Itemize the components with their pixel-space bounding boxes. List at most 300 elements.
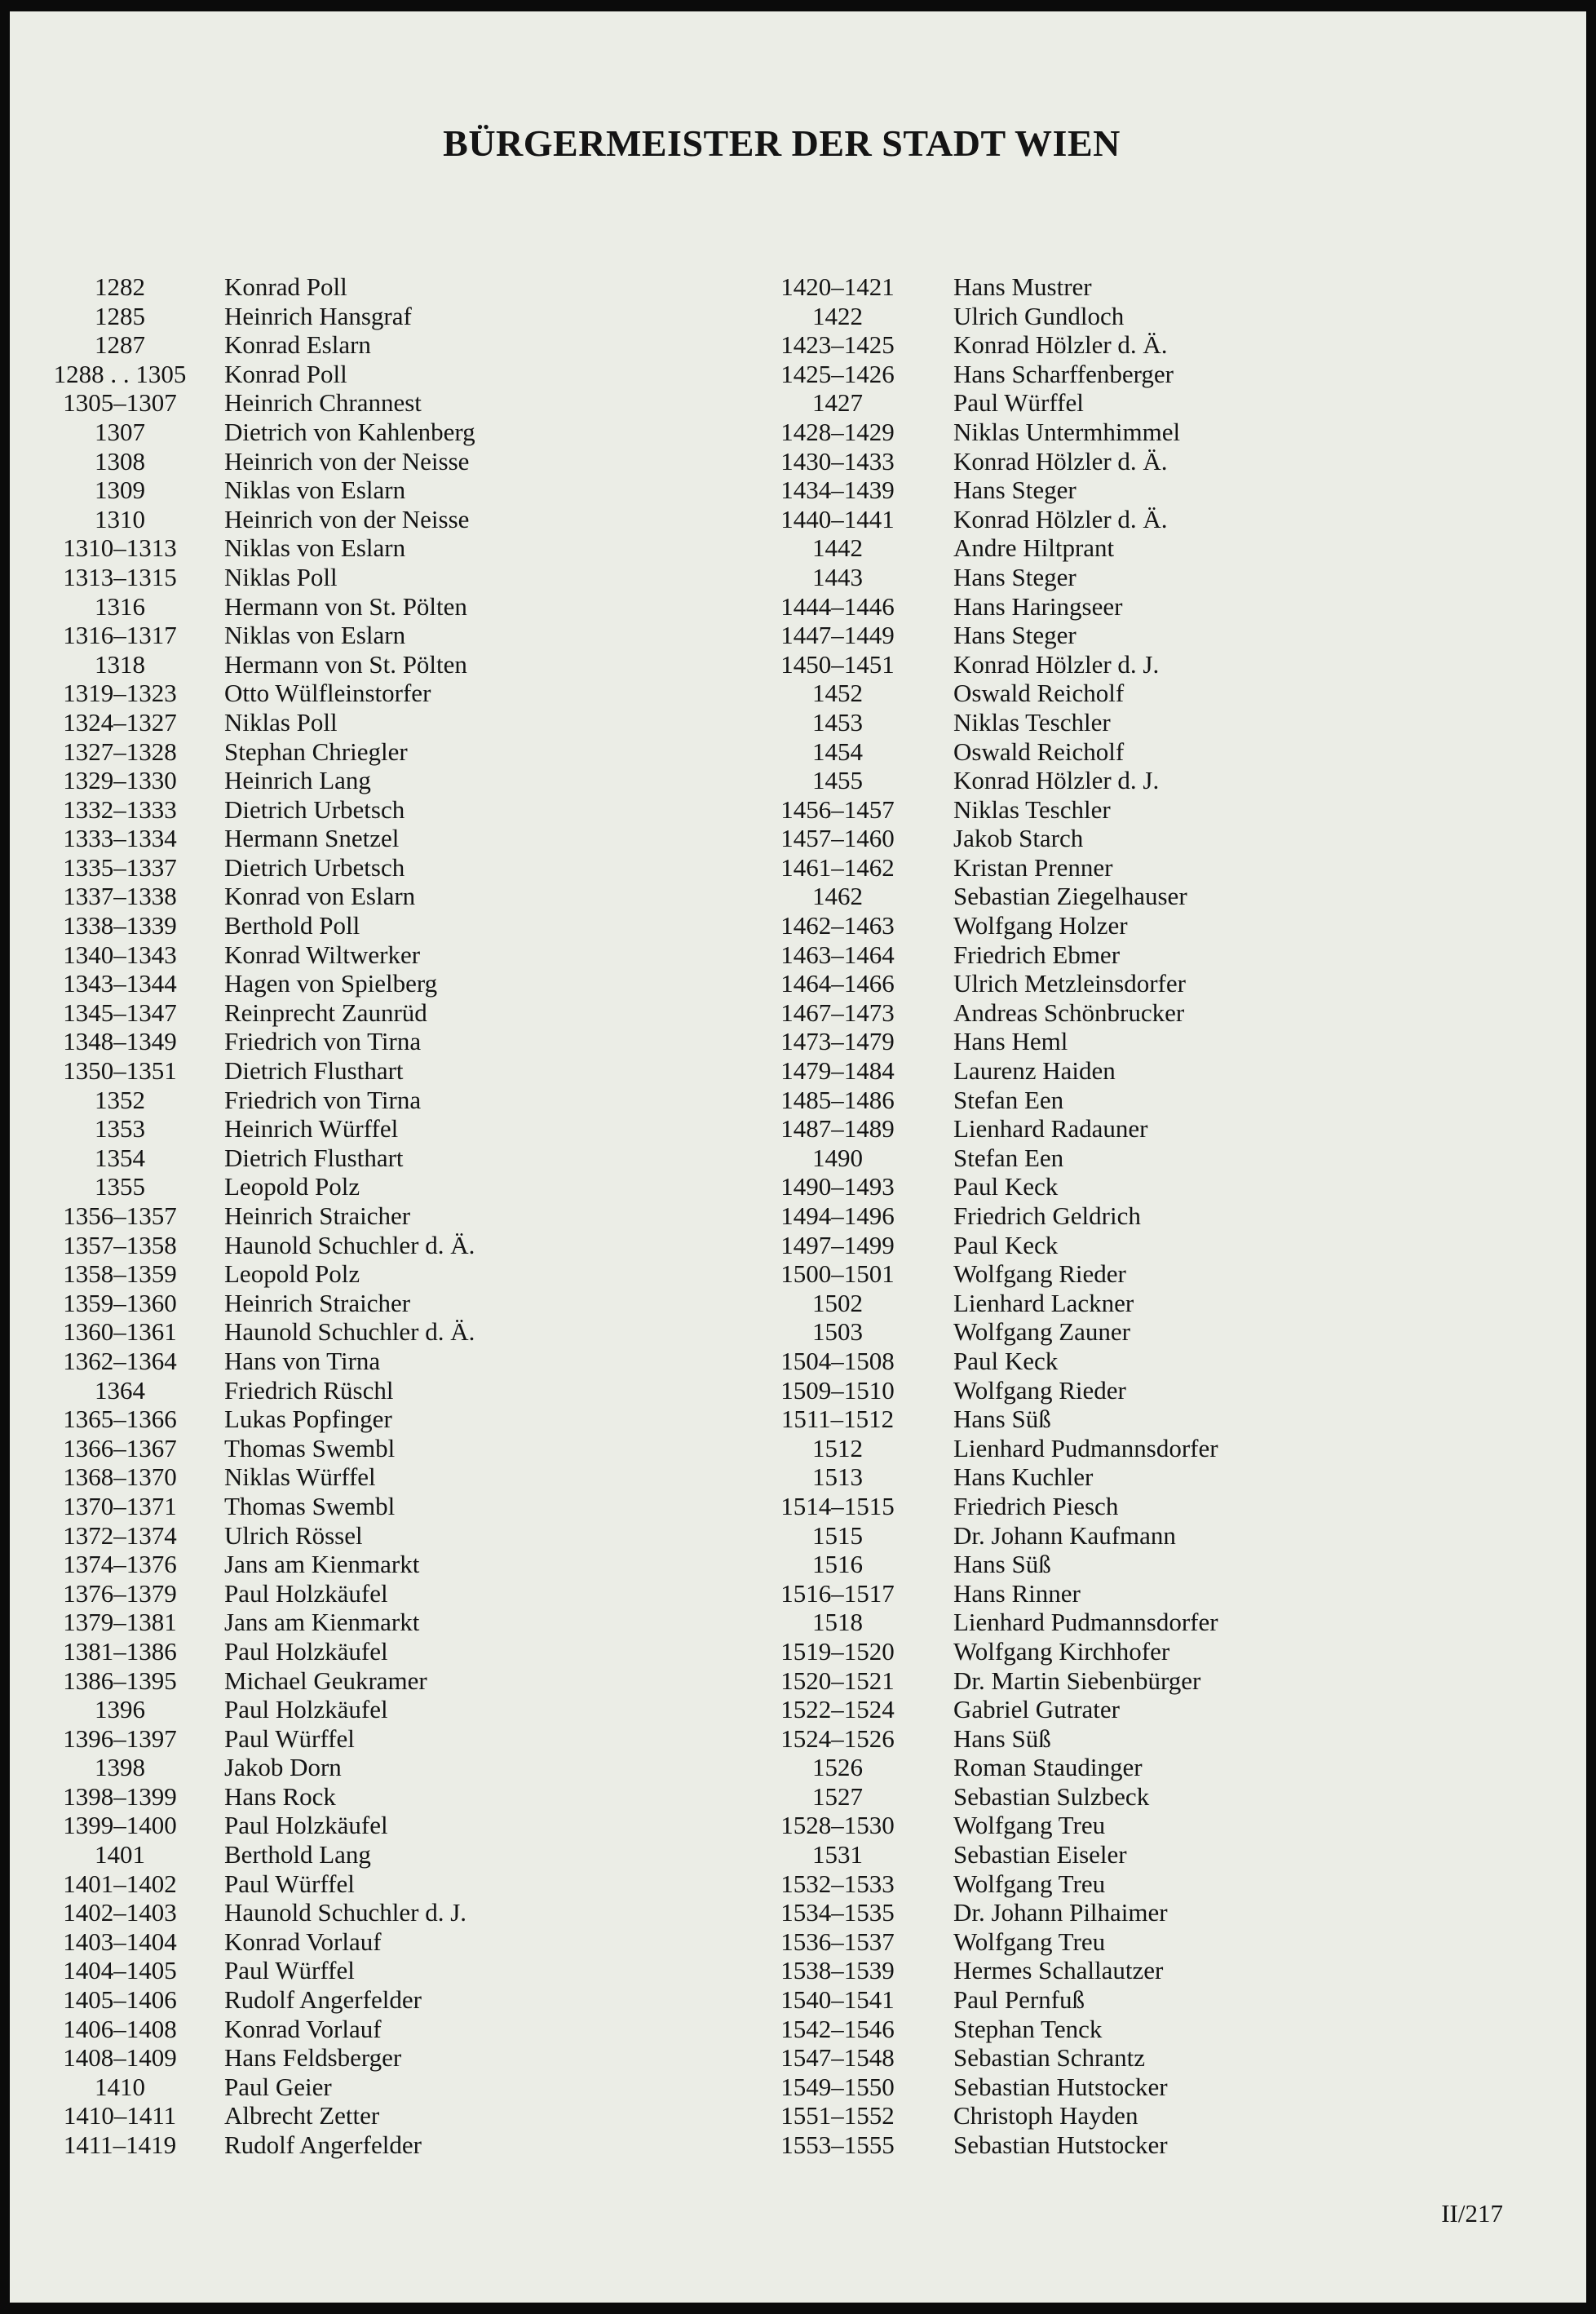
term-years: 1408–1409 [63,2043,177,2073]
term-years: 1516–1517 [780,1578,895,1608]
term-years: 1526 [812,1753,863,1782]
term-years: 1345–1347 [63,998,177,1027]
term-years: 1308 [95,446,145,476]
term-years: 1497–1499 [780,1230,895,1259]
mayor-name: Andre Hiltprant [953,533,1115,563]
mayor-name: Friedrich von Tirna [224,1085,422,1114]
mayor-name: Paul Holzkäufel [224,1636,388,1666]
mayor-name: Niklas Poll [224,707,338,737]
term-years: 1542–1546 [780,2014,895,2043]
mayor-entry [764,1666,1563,1696]
mayor-name: Haunold Schuchler d. Ä. [224,1230,475,1259]
term-years: 1452 [812,679,863,708]
mayor-entry [764,1521,1563,1551]
term-years: 1288 . . 1305 [53,359,187,388]
mayor-name: Hans Süß [953,1723,1051,1753]
term-years: 1553–1555 [780,2130,895,2159]
mayor-entry [42,1956,760,1985]
mayor-entry [764,708,1563,737]
mayor-name: Jans am Kienmarkt [224,1550,420,1579]
term-years: 1360–1361 [63,1317,177,1347]
term-years: 1379–1381 [63,1608,177,1637]
mayor-entry [42,360,760,389]
mayor-name: Sebastian Eiseler [953,1840,1127,1869]
mayor-name: Heinrich Straicher [224,1201,411,1230]
mayor-name: Reinprecht Zaunrüd [224,998,427,1027]
mayor-name: Ulrich Rössel [224,1520,363,1550]
mayor-entry [42,1898,760,1927]
term-years: 1411–1419 [63,2130,177,2159]
term-years: 1355 [95,1172,145,1201]
term-years: 1348–1349 [63,1027,177,1056]
mayor-entry [764,418,1563,447]
mayor-name: Jakob Dorn [224,1753,342,1782]
mayor-entry [42,708,760,737]
mayor-entry [42,1579,760,1608]
mayor-name: Michael Geukramer [224,1666,427,1695]
mayor-entry [42,998,760,1028]
mayor-name: Lienhard Radauner [953,1114,1148,1144]
term-years: 1353 [95,1114,145,1144]
term-years: 1434–1439 [780,476,895,505]
mayor-name: Rudolf Angerfelder [224,1985,422,2015]
mayor-name: Konrad von Eslarn [224,882,416,911]
mayor-entry [42,1521,760,1551]
term-years: 1479–1484 [780,1056,895,1086]
term-years: 1485–1486 [780,1085,895,1114]
mayor-entry [764,621,1563,650]
mayor-list-left-column [42,272,760,2160]
mayor-entry [42,1927,760,1957]
mayor-name: Andreas Schönbrucker [953,998,1185,1027]
mayor-entry [764,1201,1563,1231]
mayor-entry [764,650,1563,679]
mayor-name: Paul Würffel [953,388,1084,418]
mayor-entry [764,1492,1563,1521]
mayor-name: Sebastian Schrantz [953,2043,1146,2073]
mayor-name: Konrad Vorlauf [224,2014,382,2043]
mayor-name: Kristan Prenner [953,852,1113,882]
mayor-name: Heinrich Chrannest [224,388,422,418]
term-years: 1332–1333 [63,794,177,824]
mayor-name: Wolfgang Kirchhofer [953,1636,1170,1666]
mayor-entry [42,1462,760,1492]
mayor-entry [42,2130,760,2160]
mayor-name: Konrad Wiltwerker [224,940,421,969]
mayor-name: Lienhard Lackner [953,1288,1134,1317]
term-years: 1381–1386 [63,1636,177,1666]
mayor-entry [42,940,760,970]
mayor-entry [764,1985,1563,2015]
page-title: BÜRGERMEISTER DER STADT WIEN [443,122,1121,164]
mayor-name: Friedrich Geldrich [953,1201,1141,1230]
mayor-entry [764,1898,1563,1927]
mayor-name: Dietrich von Kahlenberg [224,417,475,446]
term-years: 1370–1371 [63,1491,177,1520]
mayor-entry [42,1985,760,2015]
term-years: 1428–1429 [780,417,895,446]
term-years: 1549–1550 [780,2072,895,2101]
term-years: 1513 [812,1462,863,1492]
term-years: 1454 [812,737,863,766]
mayor-entry [764,1434,1563,1463]
mayor-entry [764,272,1563,302]
mayor-name: Dietrich Urbetsch [224,794,405,824]
term-years: 1365–1366 [63,1405,177,1434]
mayor-name: Oswald Reicholf [953,737,1125,766]
mayor-entry [764,302,1563,331]
mayor-entry [42,824,760,853]
mayor-name: Friedrich von Tirna [224,1027,422,1056]
term-years: 1524–1526 [780,1723,895,1753]
term-years: 1461–1462 [780,852,895,882]
mayor-name: Hermann Snetzel [224,824,400,853]
mayor-name: Hans Steger [953,621,1077,650]
term-years: 1464–1466 [780,969,895,998]
term-years: 1442 [812,533,863,563]
mayor-entry [42,1724,760,1754]
mayor-name: Konrad Hölzler d. Ä. [953,446,1168,476]
mayor-entry [42,911,760,940]
mayor-entry [42,1666,760,1696]
term-years: 1423–1425 [780,330,895,360]
mayor-entry [764,795,1563,825]
term-years: 1316–1317 [63,621,177,650]
mayor-name: Niklas Teschler [953,794,1111,824]
mayor-entry [42,795,760,825]
mayor-entry [764,853,1563,883]
mayor-entry [764,998,1563,1028]
mayor-name: Lienhard Pudmannsdorfer [953,1608,1218,1637]
mayor-entry [764,592,1563,622]
mayor-name: Stefan Een [953,1143,1064,1172]
term-years: 1396–1397 [63,1723,177,1753]
mayor-name: Dietrich Flusthart [224,1143,404,1172]
term-years: 1425–1426 [780,359,895,388]
mayor-entry [764,940,1563,970]
mayor-name: Dietrich Urbetsch [224,852,405,882]
term-years: 1443 [812,562,863,591]
mayor-name: Paul Holzkäufel [224,1695,388,1724]
mayor-name: Hans Scharffenberger [953,359,1174,388]
mayor-name: Friedrich Piesch [953,1491,1119,1520]
term-years: 1503 [812,1317,863,1347]
term-years: 1516 [812,1550,863,1579]
term-years: 1333–1334 [63,824,177,853]
mayor-entry [764,1840,1563,1869]
mayor-entry [764,1317,1563,1347]
mayor-entry [42,1637,760,1666]
term-years: 1358–1359 [63,1259,177,1289]
mayor-name: Otto Wülfleinstorfer [224,679,431,708]
mayor-entry [42,1782,760,1812]
mayor-name: Hans Süß [953,1405,1051,1434]
mayor-name: Niklas Poll [224,562,338,591]
mayor-entry [42,1492,760,1521]
term-years: 1463–1464 [780,940,895,969]
term-years: 1518 [812,1608,863,1637]
mayor-entry [764,1289,1563,1318]
mayor-name: Konrad Poll [224,272,347,301]
mayor-entry [764,1927,1563,1957]
term-years: 1430–1433 [780,446,895,476]
term-years: 1287 [95,330,145,360]
mayor-entry [764,882,1563,911]
mayor-name: Christoph Hayden [953,2101,1138,2130]
mayor-name: Niklas von Eslarn [224,621,406,650]
mayor-entry [764,679,1563,708]
mayor-entry [764,533,1563,563]
mayor-entry [42,882,760,911]
term-years: 1404–1405 [63,1956,177,1985]
mayor-name: Niklas Untermhimmel [953,417,1181,446]
term-years: 1359–1360 [63,1288,177,1317]
mayor-entry [764,2101,1563,2130]
mayor-entry [42,1172,760,1201]
mayor-name: Wolfgang Treu [953,1869,1106,1898]
mayor-name: Paul Holzkäufel [224,1811,388,1840]
term-years: 1534–1535 [780,1898,895,1927]
mayor-name: Heinrich von der Neisse [224,446,470,476]
term-years: 1405–1406 [63,1985,177,2015]
term-years: 1352 [95,1085,145,1114]
term-years: 1350–1351 [63,1056,177,1086]
mayor-name: Paul Pernfuß [953,1985,1085,2015]
mayor-name: Paul Würffel [224,1956,355,1985]
mayor-name: Jakob Starch [953,824,1084,853]
mayor-name: Paul Würffel [224,1723,355,1753]
mayor-name: Friedrich Ebmer [953,940,1121,969]
mayor-name: Lienhard Pudmannsdorfer [953,1433,1218,1462]
document-page [10,11,1586,2303]
mayor-entry [764,563,1563,592]
mayor-name: Stephan Chriegler [224,737,408,766]
mayor-name: Wolfgang Holzer [953,911,1128,940]
mayor-name: Rudolf Angerfelder [224,2130,422,2159]
mayor-entry [764,476,1563,505]
mayor-entry [764,360,1563,389]
mayor-name: Leopold Polz [224,1172,360,1201]
term-years: 1410–1411 [63,2101,177,2130]
mayor-name: Niklas von Eslarn [224,533,406,563]
mayor-name: Paul Holzkäufel [224,1578,388,1608]
mayor-entry [42,1231,760,1260]
mayor-entry [764,1144,1563,1173]
mayor-entry [764,1956,1563,1985]
mayor-name: Konrad Hölzler d. J. [953,649,1160,679]
mayor-name: Ulrich Gundloch [953,301,1125,330]
mayor-name: Heinrich Straicher [224,1288,411,1317]
mayor-entry [764,1086,1563,1115]
mayor-name: Hermes Schallautzer [953,1956,1164,1985]
term-years: 1305–1307 [63,388,177,418]
mayor-entry [764,1608,1563,1637]
mayor-name: Dietrich Flusthart [224,1056,404,1086]
mayor-entry [42,2015,760,2044]
mayor-entry [42,2101,760,2130]
term-years: 1519–1520 [780,1636,895,1666]
mayor-name: Hans Rock [224,1781,336,1811]
mayor-name: Thomas Swembl [224,1433,396,1462]
mayor-entry [42,1550,760,1579]
term-years: 1354 [95,1143,145,1172]
term-years: 1329–1330 [63,766,177,795]
term-years: 1520–1521 [780,1666,895,1695]
term-years: 1362–1364 [63,1346,177,1375]
mayor-name: Stefan Een [953,1085,1064,1114]
mayor-name: Hans Mustrer [953,272,1092,301]
mayor-name: Roman Staudinger [953,1753,1143,1782]
mayor-entry [764,766,1563,795]
term-years: 1444–1446 [780,591,895,621]
mayor-name: Wolfgang Treu [953,1811,1106,1840]
mayor-entry [764,1462,1563,1492]
mayor-entry [764,1579,1563,1608]
mayor-name: Heinrich Lang [224,766,371,795]
mayor-name: Hans Haringseer [953,591,1123,621]
mayor-entry [42,1114,760,1144]
term-years: 1514–1515 [780,1491,895,1520]
term-years: 1327–1328 [63,737,177,766]
mayor-entry [42,1347,760,1376]
term-years: 1403–1404 [63,1927,177,1956]
mayor-name: Niklas Würffel [224,1462,376,1492]
mayor-entry [42,2073,760,2102]
term-years: 1376–1379 [63,1578,177,1608]
mayor-name: Albrecht Zetter [224,2101,380,2130]
mayor-entry [42,1753,760,1782]
mayor-entry [764,1114,1563,1144]
term-years: 1313–1315 [63,562,177,591]
mayor-name: Niklas von Eslarn [224,476,406,505]
term-years: 1551–1552 [780,2101,895,2130]
term-years: 1310–1313 [63,533,177,563]
mayor-entry [764,1027,1563,1056]
mayor-entry [764,969,1563,998]
mayor-name: Stephan Tenck [953,2014,1103,2043]
mayor-name: Hans Feldsberger [224,2043,402,2073]
mayor-name: Sebastian Sulzbeck [953,1781,1150,1811]
term-years: 1427 [812,388,863,418]
term-years: 1511–1512 [780,1405,895,1434]
mayor-entry [42,1869,760,1899]
term-years: 1372–1374 [63,1520,177,1550]
term-years: 1324–1327 [63,707,177,737]
mayor-entry [764,2015,1563,2044]
mayor-entry [764,1869,1563,1899]
term-years: 1502 [812,1288,863,1317]
term-years: 1374–1376 [63,1550,177,1579]
mayor-name: Sebastian Ziegelhauser [953,882,1187,911]
term-years: 1366–1367 [63,1433,177,1462]
mayor-name: Konrad Eslarn [224,330,371,360]
mayor-name: Ulrich Metzleinsdorfer [953,969,1186,998]
mayor-name: Gabriel Gutrater [953,1695,1120,1724]
term-years: 1500–1501 [780,1259,895,1289]
mayor-entry [764,1405,1563,1434]
term-years: 1401 [95,1840,145,1869]
mayor-entry [764,1172,1563,1201]
term-years: 1398 [95,1753,145,1782]
mayor-entry [764,1231,1563,1260]
term-years: 1462–1463 [780,911,895,940]
mayor-entry [42,621,760,650]
term-years: 1527 [812,1781,863,1811]
mayor-entry [42,1056,760,1086]
term-years: 1410 [95,2072,145,2101]
mayor-name: Hans Steger [953,476,1077,505]
term-years: 1285 [95,301,145,330]
mayor-name: Dr. Martin Siebenbürger [953,1666,1201,1695]
mayor-entry [42,2043,760,2073]
mayor-name: Konrad Hölzler d. J. [953,766,1160,795]
mayor-entry [42,766,760,795]
mayor-name: Leopold Polz [224,1259,360,1289]
term-years: 1450–1451 [780,649,895,679]
term-years: 1538–1539 [780,1956,895,1985]
mayor-entry [42,1608,760,1637]
mayor-name: Niklas Teschler [953,707,1111,737]
term-years: 1512 [812,1433,863,1462]
mayor-name: Hermann von St. Pölten [224,649,467,679]
mayor-name: Konrad Hölzler d. Ä. [953,504,1168,533]
term-years: 1399–1400 [63,1811,177,1840]
mayor-entry [42,1201,760,1231]
mayor-name: Paul Keck [953,1346,1059,1375]
mayor-name: Konrad Poll [224,359,347,388]
mayor-entry [42,679,760,708]
mayor-entry [764,2130,1563,2160]
mayor-entry [42,1086,760,1115]
mayor-name: Thomas Swembl [224,1491,396,1520]
page-number: II/217 [1441,2199,1503,2228]
term-years: 1357–1358 [63,1230,177,1259]
term-years: 1402–1403 [63,1898,177,1927]
term-years: 1318 [95,649,145,679]
term-years: 1490–1493 [780,1172,895,1201]
term-years: 1307 [95,417,145,446]
mayor-entry [42,592,760,622]
mayor-entry [42,302,760,331]
mayor-entry [764,1637,1563,1666]
term-years: 1462 [812,882,863,911]
mayor-entry [42,737,760,767]
mayor-entry [42,1376,760,1405]
mayor-entry [42,563,760,592]
term-years: 1319–1323 [63,679,177,708]
term-years: 1338–1339 [63,911,177,940]
term-years: 1440–1441 [780,504,895,533]
term-years: 1457–1460 [780,824,895,853]
term-years: 1386–1395 [63,1666,177,1695]
mayor-entry [42,447,760,476]
mayor-entry [42,1317,760,1347]
term-years: 1494–1496 [780,1201,895,1230]
mayor-name: Heinrich von der Neisse [224,504,470,533]
mayor-entry [764,1811,1563,1840]
mayor-name: Hans Rinner [953,1578,1081,1608]
mayor-name: Berthold Lang [224,1840,371,1869]
mayor-name: Paul Würffel [224,1869,355,1898]
mayor-name: Dr. Johann Pilhaimer [953,1898,1168,1927]
mayor-name: Hans Heml [953,1027,1068,1056]
term-years: 1490 [812,1143,863,1172]
mayor-name: Lukas Popfinger [224,1405,392,1434]
mayor-name: Haunold Schuchler d. Ä. [224,1317,475,1347]
term-years: 1456–1457 [780,794,895,824]
mayor-entry [42,505,760,534]
term-years: 1532–1533 [780,1869,895,1898]
